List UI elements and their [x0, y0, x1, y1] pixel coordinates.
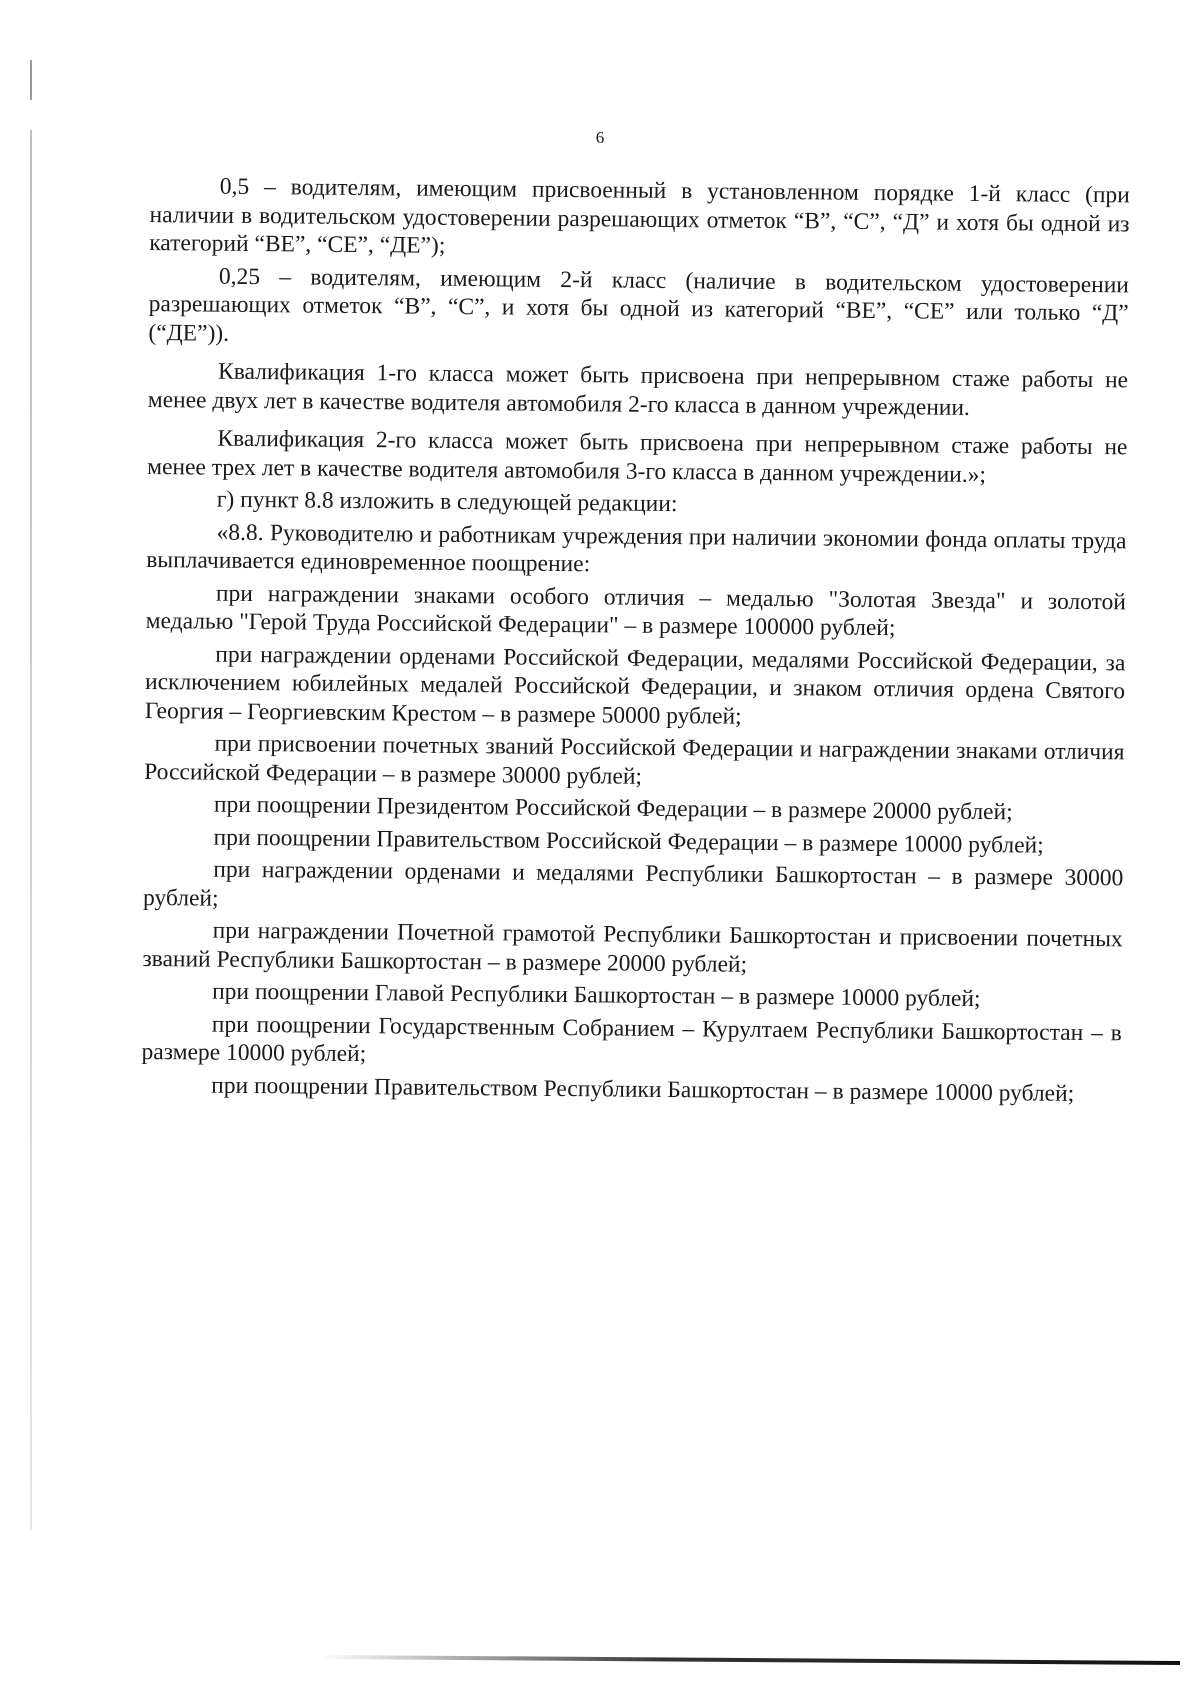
paragraph-award-honorary-titles-rf: при присвоении почетных званий Российской Федерации и награждении знаками отличия Российской Федерации – в размере 30000 рублей; [144, 730, 1125, 790]
paragraph-award-kurultai: при поощрении Государственным Собранием – Курултаем Республики Башкортостан – в размере 10000 рублей; [141, 1011, 1122, 1068]
paragraph-coefficient-class-2: 0,25 – водителям, имеющим 2-й класс (наличие в водительском удостоверении разрешающих отметок “В”, “С”, и хотя бы одной из категорий “ВЕ”, “СЕ” или только “Д” (“ДЕ”)). [148, 263, 1130, 347]
scan-edge-mark-top [30, 60, 32, 100]
paragraph-award-certificate-rb: при награждении Почетной грамотой Республики Башкортостан и присвоении почетных званий Республики Башкортостан – в размере 20000 рублей; [142, 917, 1123, 978]
scan-edge-mark-left [30, 130, 32, 1530]
paragraph-item-8-8: «8.8. Руководителю и работникам учреждения при наличии экономии фонда оплаты труда выплачивается единовременное поощрение: [146, 519, 1127, 578]
paragraph-award-orders-rb: при награждении орденами и медалями Республики Башкортостан – в размере 30000 рублей; [142, 856, 1124, 912]
paragraph-award-government-rb: при поощрении Правительством Республики Башкортостан – в размере 10000 рублей; [211, 1072, 1075, 1107]
page-number: 6 [595, 128, 605, 147]
paragraph-award-orders-rf: при награждении орденами Российской Федерации, медалями Российской Федерации, за исключением юбилейных медалей Российской Федерации, и знаком отличия ордена Святого Георгия – Георгиевским Крестом – в размере 50000 рублей; [144, 641, 1126, 730]
paragraph-coefficient-class-1: 0,5 – водителям, имеющим присвоенный в установленном порядке 1-й класс (при наличии в водительском удостоверении разрешающих отметок “В”, “С”, “Д” и хотя бы одной из категорий “ВЕ”, “СЕ”, “ДЕ”); [149, 173, 1130, 259]
paragraph-award-head-rb: при поощрении Главой Республики Башкортостан – в размере 10000 рублей; [212, 978, 981, 1013]
paragraph-award-golden-star: при награждении знаками особого отличия – медалью "Золотая Звезда" и золотой медалью "Герой Труда Российской Федерации" – в размере 100000 рублей; [145, 580, 1127, 642]
paragraph-award-president: при поощрении Президентом Российской Федерации – в размере 20000 рублей; [213, 791, 1013, 826]
paragraph-qualification-class-1: Квалификация 1-го класса может быть присвоена при непрерывном стаже работы не менее двух лет в качестве водителя автомобиля 2-го класса в данном учреждении. [147, 358, 1129, 421]
paragraph-item-8-8-intro: г) пункт 8.8 изложить в следующей редакции: [216, 486, 678, 518]
paragraph-qualification-class-2: Квалификация 2-го класса может быть присвоена при непрерывном стаже работы не менее трех лет в качестве водителя автомобиля 3-го класса в данном учреждении.»; [147, 425, 1128, 488]
paragraph-award-government-rf: при поощрении Правительством Российской Федерации – в размере 10000 рублей; [213, 824, 1044, 859]
document-body [141, 172, 1130, 1108]
scan-edge-mark-bottom [320, 1655, 1180, 1665]
